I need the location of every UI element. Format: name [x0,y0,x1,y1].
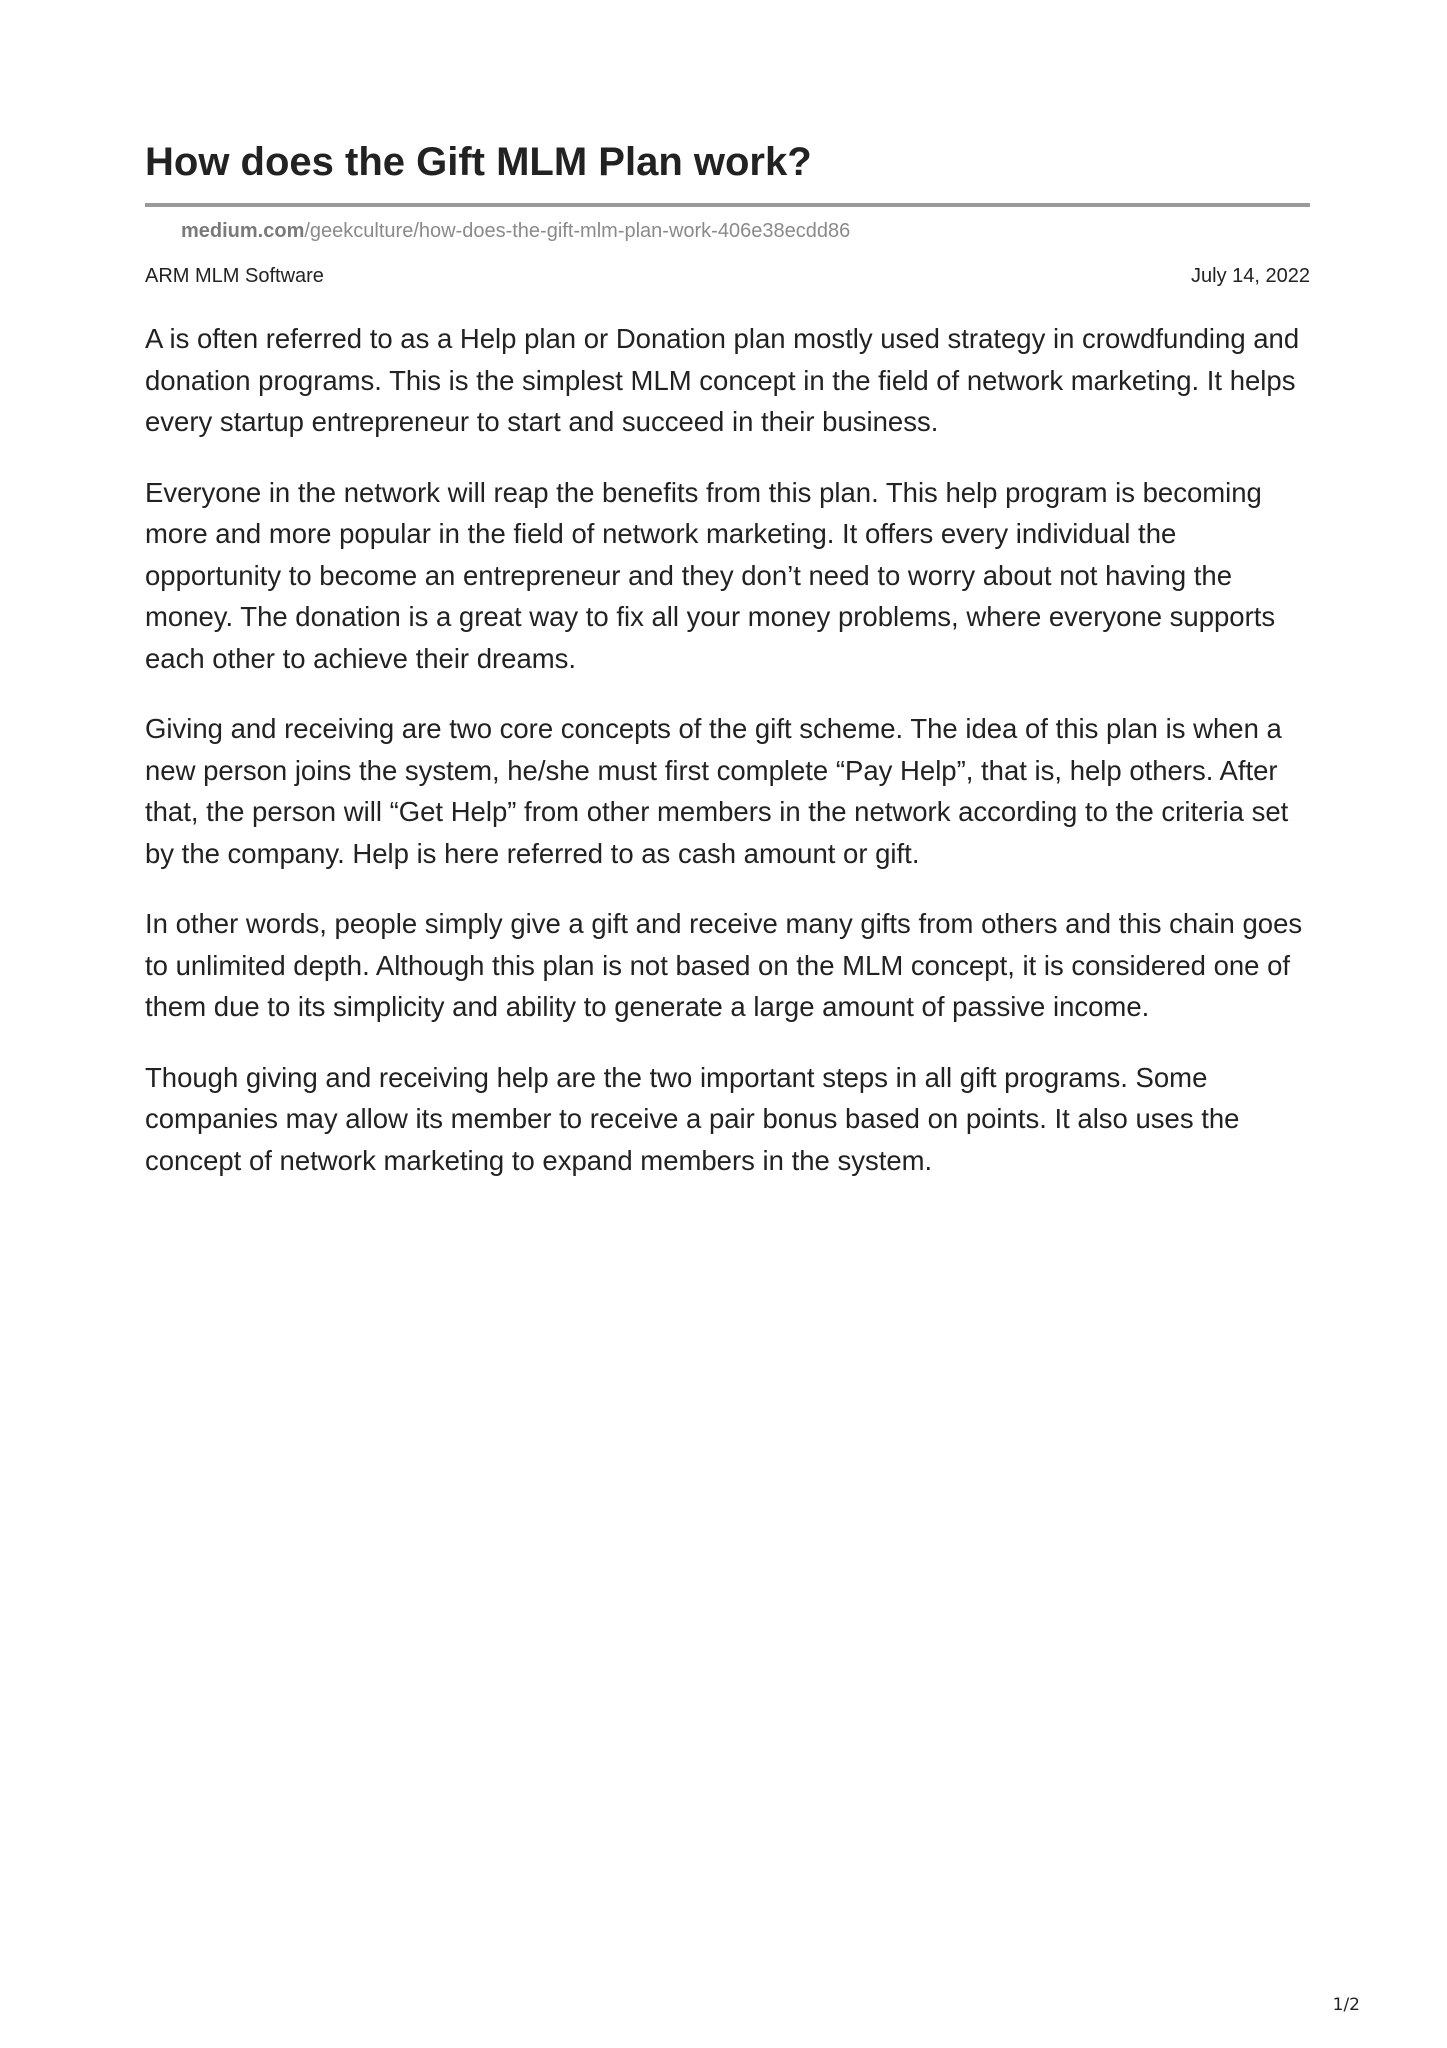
source-domain: medium.com [181,220,305,242]
body-paragraph: A is often referred to as a Help plan or Donation plan mostly used strategy in crowdfunding and donation programs. This is the simplest MLM concept in the field of network marketing. It helps every startup entrepreneur to start and succeed in their business. [145,323,1300,437]
body-paragraph: Though giving and receiving help are the two important steps in all gift programs. Some companies may allow its member to receive a pair bonus based on points. It also uses the concept of network marketing to expand members in the system. [145,1061,1240,1176]
body-paragraph: In other words, people simply give a gift and receive many gifts from others and this chain goes to unlimited depth. Although this plan is not based on the MLM concept, it is considered one of them due to its simplicity and ability to generate a large amount of passive income. [145,908,1303,1022]
source-path: /geekculture/how-does-the-gift-mlm-plan-work-406e38ecdd86 [304,220,851,242]
article-body [145,318,1315,1210]
body-paragraph: Giving and receiving are two core concepts of the gift scheme. The idea of this plan is when a new person joins the system, he/she must first complete “Pay Help”, that is, help others. After that, the person will “Get Help” from other members in the network according to the criteria set by the company. Help is here referred to as cash amount or gift. [145,713,1289,869]
body-paragraph: Everyone in the network will reap the benefits from this plan. This help program is becoming more and more popular in the field of network marketing. It offers every individual the opportunity to become an entrepreneur and they don’t need to worry about not having the money. The donation is a great way to fix all your money problems, where everyone supports each other to achieve their dreams. [145,476,1276,674]
page-number: 1/2 [1332,1995,1360,2015]
source-url [181,217,850,245]
article-date: July 14, 2022 [1191,265,1310,287]
title-divider [145,203,1310,207]
article-title: How does the Gift MLM Plan work? [145,140,812,184]
article-author: ARM MLM Software [145,265,324,287]
